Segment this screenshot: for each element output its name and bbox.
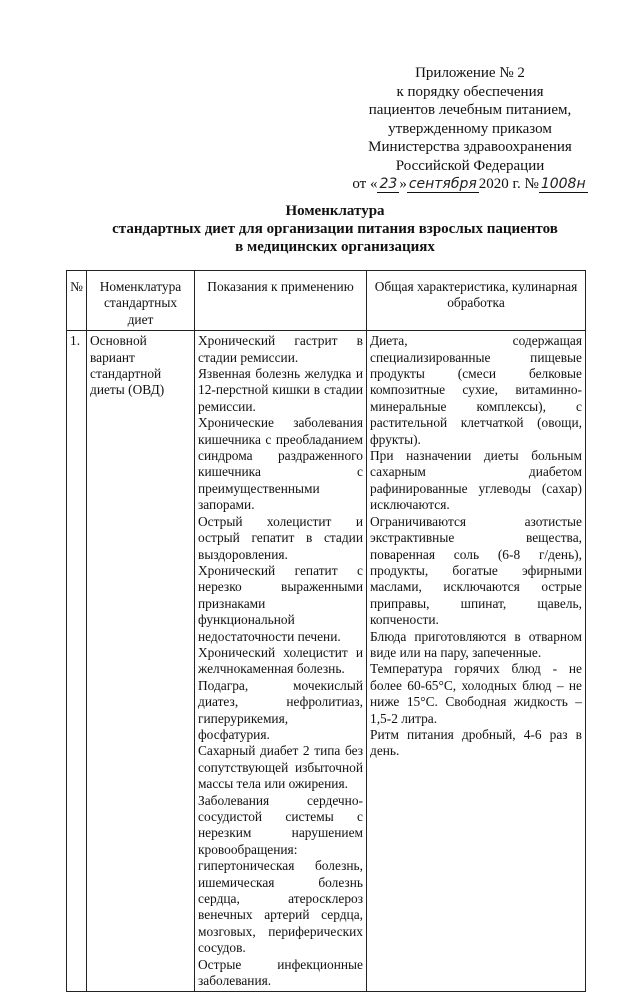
row-number: 1.	[67, 331, 87, 992]
indication-item: Хронический гастрит в стадии ремиссии.	[198, 333, 363, 365]
characteristic-item: Диета, содержащая специализированные пищевые продукты (смеси белковые композитные сухие, витаминно-минеральные комплексы), с растительной клетчаткой (овощи, фрукты).	[370, 333, 582, 447]
indication-item: Хронический гепатит с нерезко выраженными признаками функциональной недостаточности печени.	[198, 562, 363, 644]
characteristic-item: Температура горячих блюд - не более 60-65°С, холодных блюд – не ниже 15°С. Свободная жидкость – 1,5-2 литра.	[370, 661, 582, 726]
indication-item: Острые инфекционные заболевания.	[198, 956, 363, 989]
indication-item: Сахарный диабет 2 типа без сопутствующей избыточной массы тела или ожирения.	[198, 743, 363, 792]
header-number: №	[67, 271, 87, 331]
header-indications: Показания к применению	[195, 271, 367, 331]
indications-cell	[195, 331, 367, 992]
document-title	[80, 202, 590, 256]
indication-item: Хронические заболевания кишечника с преобладанием синдрома раздраженного кишечника с преимущественными запорами.	[198, 415, 363, 513]
date-mid: »	[399, 176, 407, 192]
title-line: стандартных диет для организации питания взрослых пациентов	[112, 221, 558, 237]
indication-item: Заболевания сердечно-сосудистой системы с нерезким нарушением кровообращения: гипертоническая болезнь, ишемическая болезнь сердца, атеросклероз венечных артерий сердца, мозговых, периферических сосудов.	[198, 792, 363, 956]
appendix-line: Российской Федерации	[395, 157, 545, 174]
date-prefix: от «	[352, 176, 378, 192]
indication-item: Хронический холецистит и желчнокаменная болезнь.	[198, 644, 363, 677]
handwritten-order-number: 1008н	[540, 176, 586, 192]
diet-table	[66, 270, 586, 992]
indication-item: Острый холецистит и острый гепатит в стадии выздоровления.	[198, 513, 363, 562]
characteristics-cell	[367, 331, 586, 992]
appendix-line: пациентов лечебным питанием,	[368, 102, 572, 118]
diet-name: Основной вариант стандартной диеты (ОВД)	[87, 331, 195, 992]
characteristic-item: При назначении диеты больным сахарным диабетом рафинированные углеводы (сахар) исключаются.	[370, 448, 582, 513]
characteristic-item: Блюда приготовляются в отварном виде или на пару, запеченные.	[370, 628, 582, 660]
indication-item: Язвенная болезнь желудка и 12-перстной кишки в стадии ремиссии.	[198, 366, 363, 414]
appendix-line: утвержденному приказом	[388, 120, 552, 137]
appendix-line: Приложение № 2	[415, 65, 525, 81]
table-header-row	[67, 271, 586, 331]
header-characteristics: Общая характеристика, кулинарная обработка	[367, 271, 586, 331]
table-row	[67, 331, 586, 992]
appendix-block	[330, 64, 610, 194]
characteristic-item: Ограничиваются азотистые экстрактивные вещества, поваренная соль (6-8 г/день), продукты, богатые эфирными маслами, исключаются острые приправы, шпинат, щавель, копчености.	[370, 513, 582, 628]
handwritten-month: сентября	[408, 176, 477, 192]
title-line: в медицинских организациях	[235, 239, 435, 255]
characteristic-item: Ритм питания дробный, 4-6 раз в день.	[370, 726, 582, 759]
handwritten-day: 23	[379, 176, 398, 192]
title-line: Номенклатура	[285, 203, 385, 219]
indication-item: Подагра, мочекислый диатез, нефролитиаз, гиперурикемия, фосфатурия.	[198, 677, 363, 742]
order-date-line	[330, 175, 610, 194]
header-diet-name: Номенклатура стандартных диет	[87, 271, 195, 331]
date-year: 2020 г. №	[478, 176, 539, 192]
appendix-line: к порядку обеспечения	[396, 83, 544, 100]
appendix-line: Министерства здравоохранения	[368, 139, 572, 155]
